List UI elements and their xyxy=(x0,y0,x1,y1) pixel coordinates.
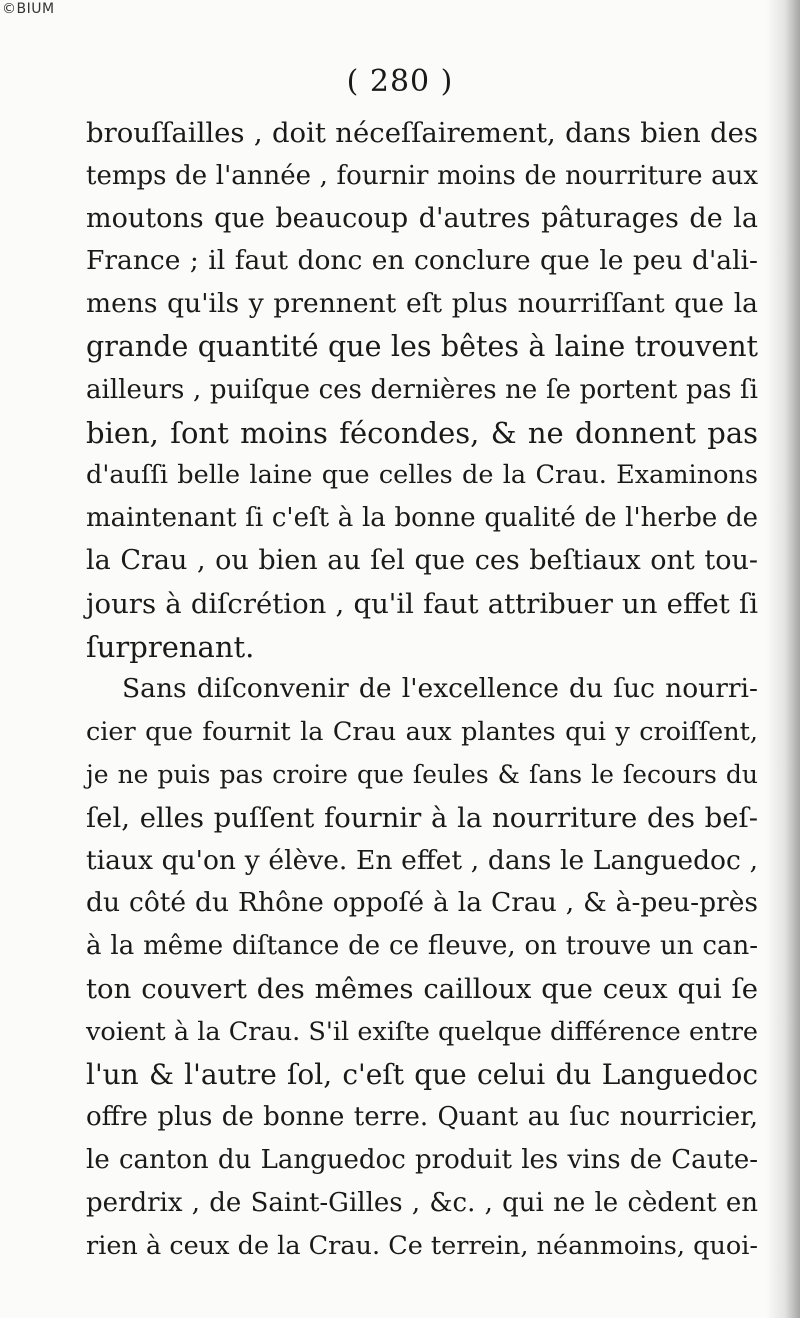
text-line: perdrix , de Saint-Gilles , &c. , qui ne le cèdent en xyxy=(86,1187,758,1218)
text-line: mens qu'ils y prennent eſt plus nourriſſant que la xyxy=(86,288,758,320)
text-line: ſel, elles puſſent fournir à la nourriture des beſ- xyxy=(86,801,758,834)
text-line: voient à la Crau. S'il exiſte quelque différence entre xyxy=(86,1016,758,1047)
text-line: brouſſailles , doit néceſſairement, dans bien des xyxy=(86,117,758,149)
text-line: temps de l'année , fournir moins de nourriture aux xyxy=(86,160,758,191)
page-edge-shadow xyxy=(766,0,800,1318)
text-line: grande quantité que les bêtes à laine trouvent xyxy=(86,329,758,363)
text-line: ailleurs , puiſque ces dernières ne ſe portent pas ſi xyxy=(86,374,758,405)
text-line: du côté du Rhône oppoſé à la Crau , & à-peu-près xyxy=(86,887,758,919)
text-line: la Crau , ou bien au ſel que ces beſtiaux ont tou- xyxy=(86,544,758,576)
paragraph-start-line: Sans diſconvenir de l'excellence du ſuc nourri- xyxy=(122,673,758,705)
text-line: maintenant ſi c'eſt à la bonne qualité de l'herbe de xyxy=(86,503,758,534)
text-line: bien, ſont moins fécondes, & ne donnent pas xyxy=(86,415,758,450)
text-line: jours à diſcrétion , qu'il faut attribuer un effet ſi xyxy=(86,587,758,620)
page-number: ( 280 ) xyxy=(346,64,454,99)
text-line: le canton du Languedoc produit les vins de Caute- xyxy=(86,1145,758,1176)
paragraph-end-line: ſurprenant. xyxy=(86,629,255,664)
text-line: moutons que beaucoup d'autres pâturages de la xyxy=(86,202,758,234)
text-line: à la même diſtance de ce fleuve, on trouve un can- xyxy=(86,931,758,962)
text-line: offre plus de bonne terre. Quant au ſuc nourricier, xyxy=(86,1102,758,1133)
text-line: l'un & l'autre ſol, c'eſt que celui du Languedoc xyxy=(86,1057,758,1091)
text-line: France ; il faut donc en conclure que le peu d'ali- xyxy=(86,245,758,277)
text-line: je ne puis pas croire que ſeules & ſans le ſecours du xyxy=(86,759,758,789)
text-line: ton couvert des mêmes cailloux que ceux qui ſe xyxy=(86,972,758,1005)
text-line: tiaux qu'on y élève. En effet , dans le Languedoc , xyxy=(86,844,758,876)
body-text xyxy=(86,112,758,1268)
library-watermark: ©BIUM xyxy=(2,1,55,17)
text-line: cier que fournit la Crau aux plantes qui y croiſſent, xyxy=(86,717,758,748)
text-line: d'auſſi belle laine que celles de la Crau. Examinons xyxy=(86,460,758,491)
text-line: rien à ceux de la Crau. Ce terrein, néanmoins, quoi- xyxy=(86,1230,758,1261)
